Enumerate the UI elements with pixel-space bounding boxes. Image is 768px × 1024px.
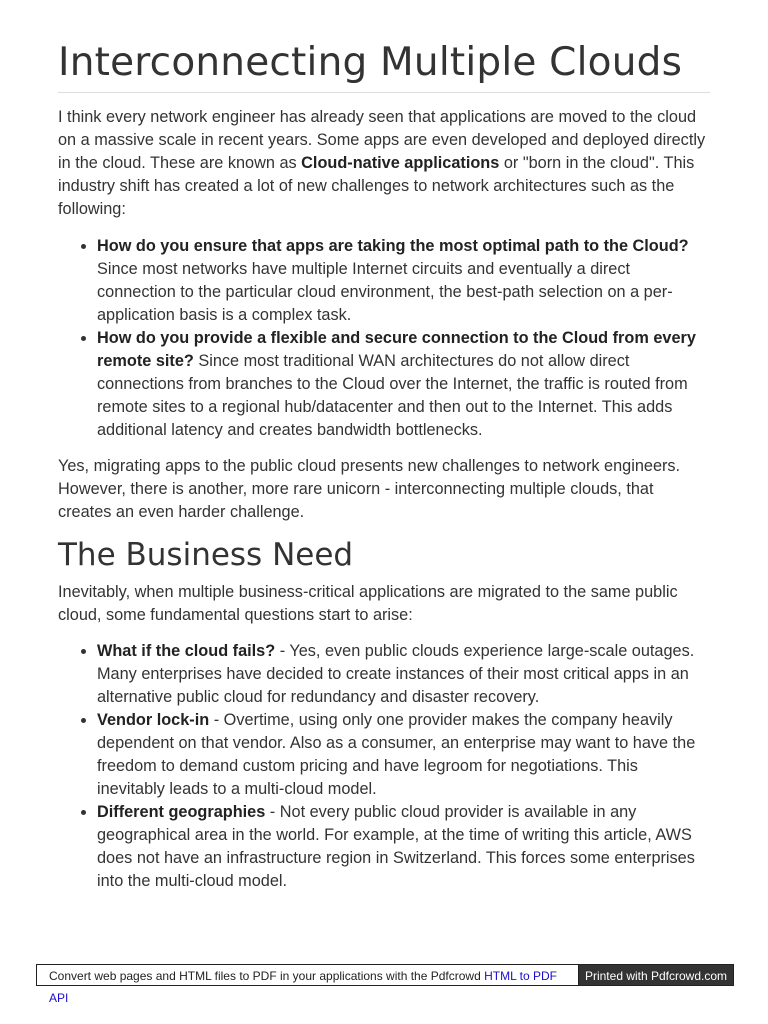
challenges-list bbox=[58, 235, 710, 442]
page-title: Interconnecting Multiple Clouds bbox=[58, 40, 710, 93]
list-item-text: - Not every public cloud provider is available in any geographical area in the world. For example, at the time of writing this article, AWS does not have an infrastructure region in Switzerland. This forces some enterprises into the multi-cloud model. bbox=[97, 803, 695, 890]
list-item-bold: How do you ensure that apps are taking the most optimal path to the Cloud? bbox=[97, 237, 689, 255]
section-heading: The Business Need bbox=[58, 537, 354, 573]
intro-text-2: or "born in the cloud". This industry shift has created a lot of new challenges to network architectures such as the following: bbox=[58, 154, 695, 218]
transition-paragraph: Yes, migrating apps to the public cloud presents new challenges to network engineers. However, there is another, more rare unicorn - interconnecting multiple clouds, that creates an even harder challenge. bbox=[58, 457, 681, 521]
business-needs-list bbox=[58, 640, 710, 893]
html-to-pdf-api-link[interactable]: HTML to PDF API bbox=[49, 969, 557, 1005]
list-item bbox=[97, 235, 710, 327]
list-item-text: Since most traditional WAN architectures do not allow direct connections from branches to the Cloud over the Internet, the traffic is routed from remote sites to a regional hub/datacenter and then out to the Internet. This adds additional latency and creates bandwidth bottlenecks. bbox=[97, 352, 688, 439]
intro-bold: Cloud-native applications bbox=[301, 154, 500, 172]
list-item-text: Since most networks have multiple Internet circuits and eventually a direct connection to the particular cloud environment, the best-path selection on a per-application basis is a complex task. bbox=[97, 260, 673, 324]
list-item-bold: How do you provide a flexible and secure connection to the Cloud from every remote site? bbox=[97, 329, 696, 370]
list-item-text: - Yes, even public clouds experience large-scale outages. Many enterprises have decided to create instances of their most critical apps in an alternative public cloud for redundancy and disaster recovery. bbox=[97, 642, 695, 706]
list-item bbox=[97, 640, 710, 709]
list-item-bold: Different geographies bbox=[97, 803, 266, 821]
list-item bbox=[97, 801, 710, 893]
list-item-bold: What if the cloud fails? bbox=[97, 642, 276, 660]
list-item-bold: Vendor lock-in bbox=[97, 711, 210, 729]
intro-text-1: I think every network engineer has already seen that applications are moved to the cloud on a massive scale in recent years. Some apps are even developed and deployed directly in the cloud. These are known as bbox=[58, 108, 706, 172]
footer-text-box bbox=[36, 964, 578, 1005]
section-intro: Inevitably, when multiple business-critical applications are migrated to the same public cloud, some fundamental questions start to arise: bbox=[58, 583, 678, 624]
list-item bbox=[97, 327, 710, 442]
pdfcrowd-footer bbox=[36, 964, 734, 1005]
intro-paragraph bbox=[58, 106, 710, 221]
list-item-text: - Overtime, using only one provider makes the company heavily dependent on that vendor. Also as a consumer, an enterprise may want to have the freedom to demand custom pricing and have legroom for negotiations. This inevitably leads to a multi-cloud model. bbox=[97, 711, 696, 798]
printed-with-badge[interactable]: Printed with Pdfcrowd.com bbox=[578, 964, 734, 986]
footer-text: Convert web pages and HTML files to PDF in your applications with the Pdfcrowd bbox=[49, 969, 485, 983]
list-item bbox=[97, 709, 710, 801]
